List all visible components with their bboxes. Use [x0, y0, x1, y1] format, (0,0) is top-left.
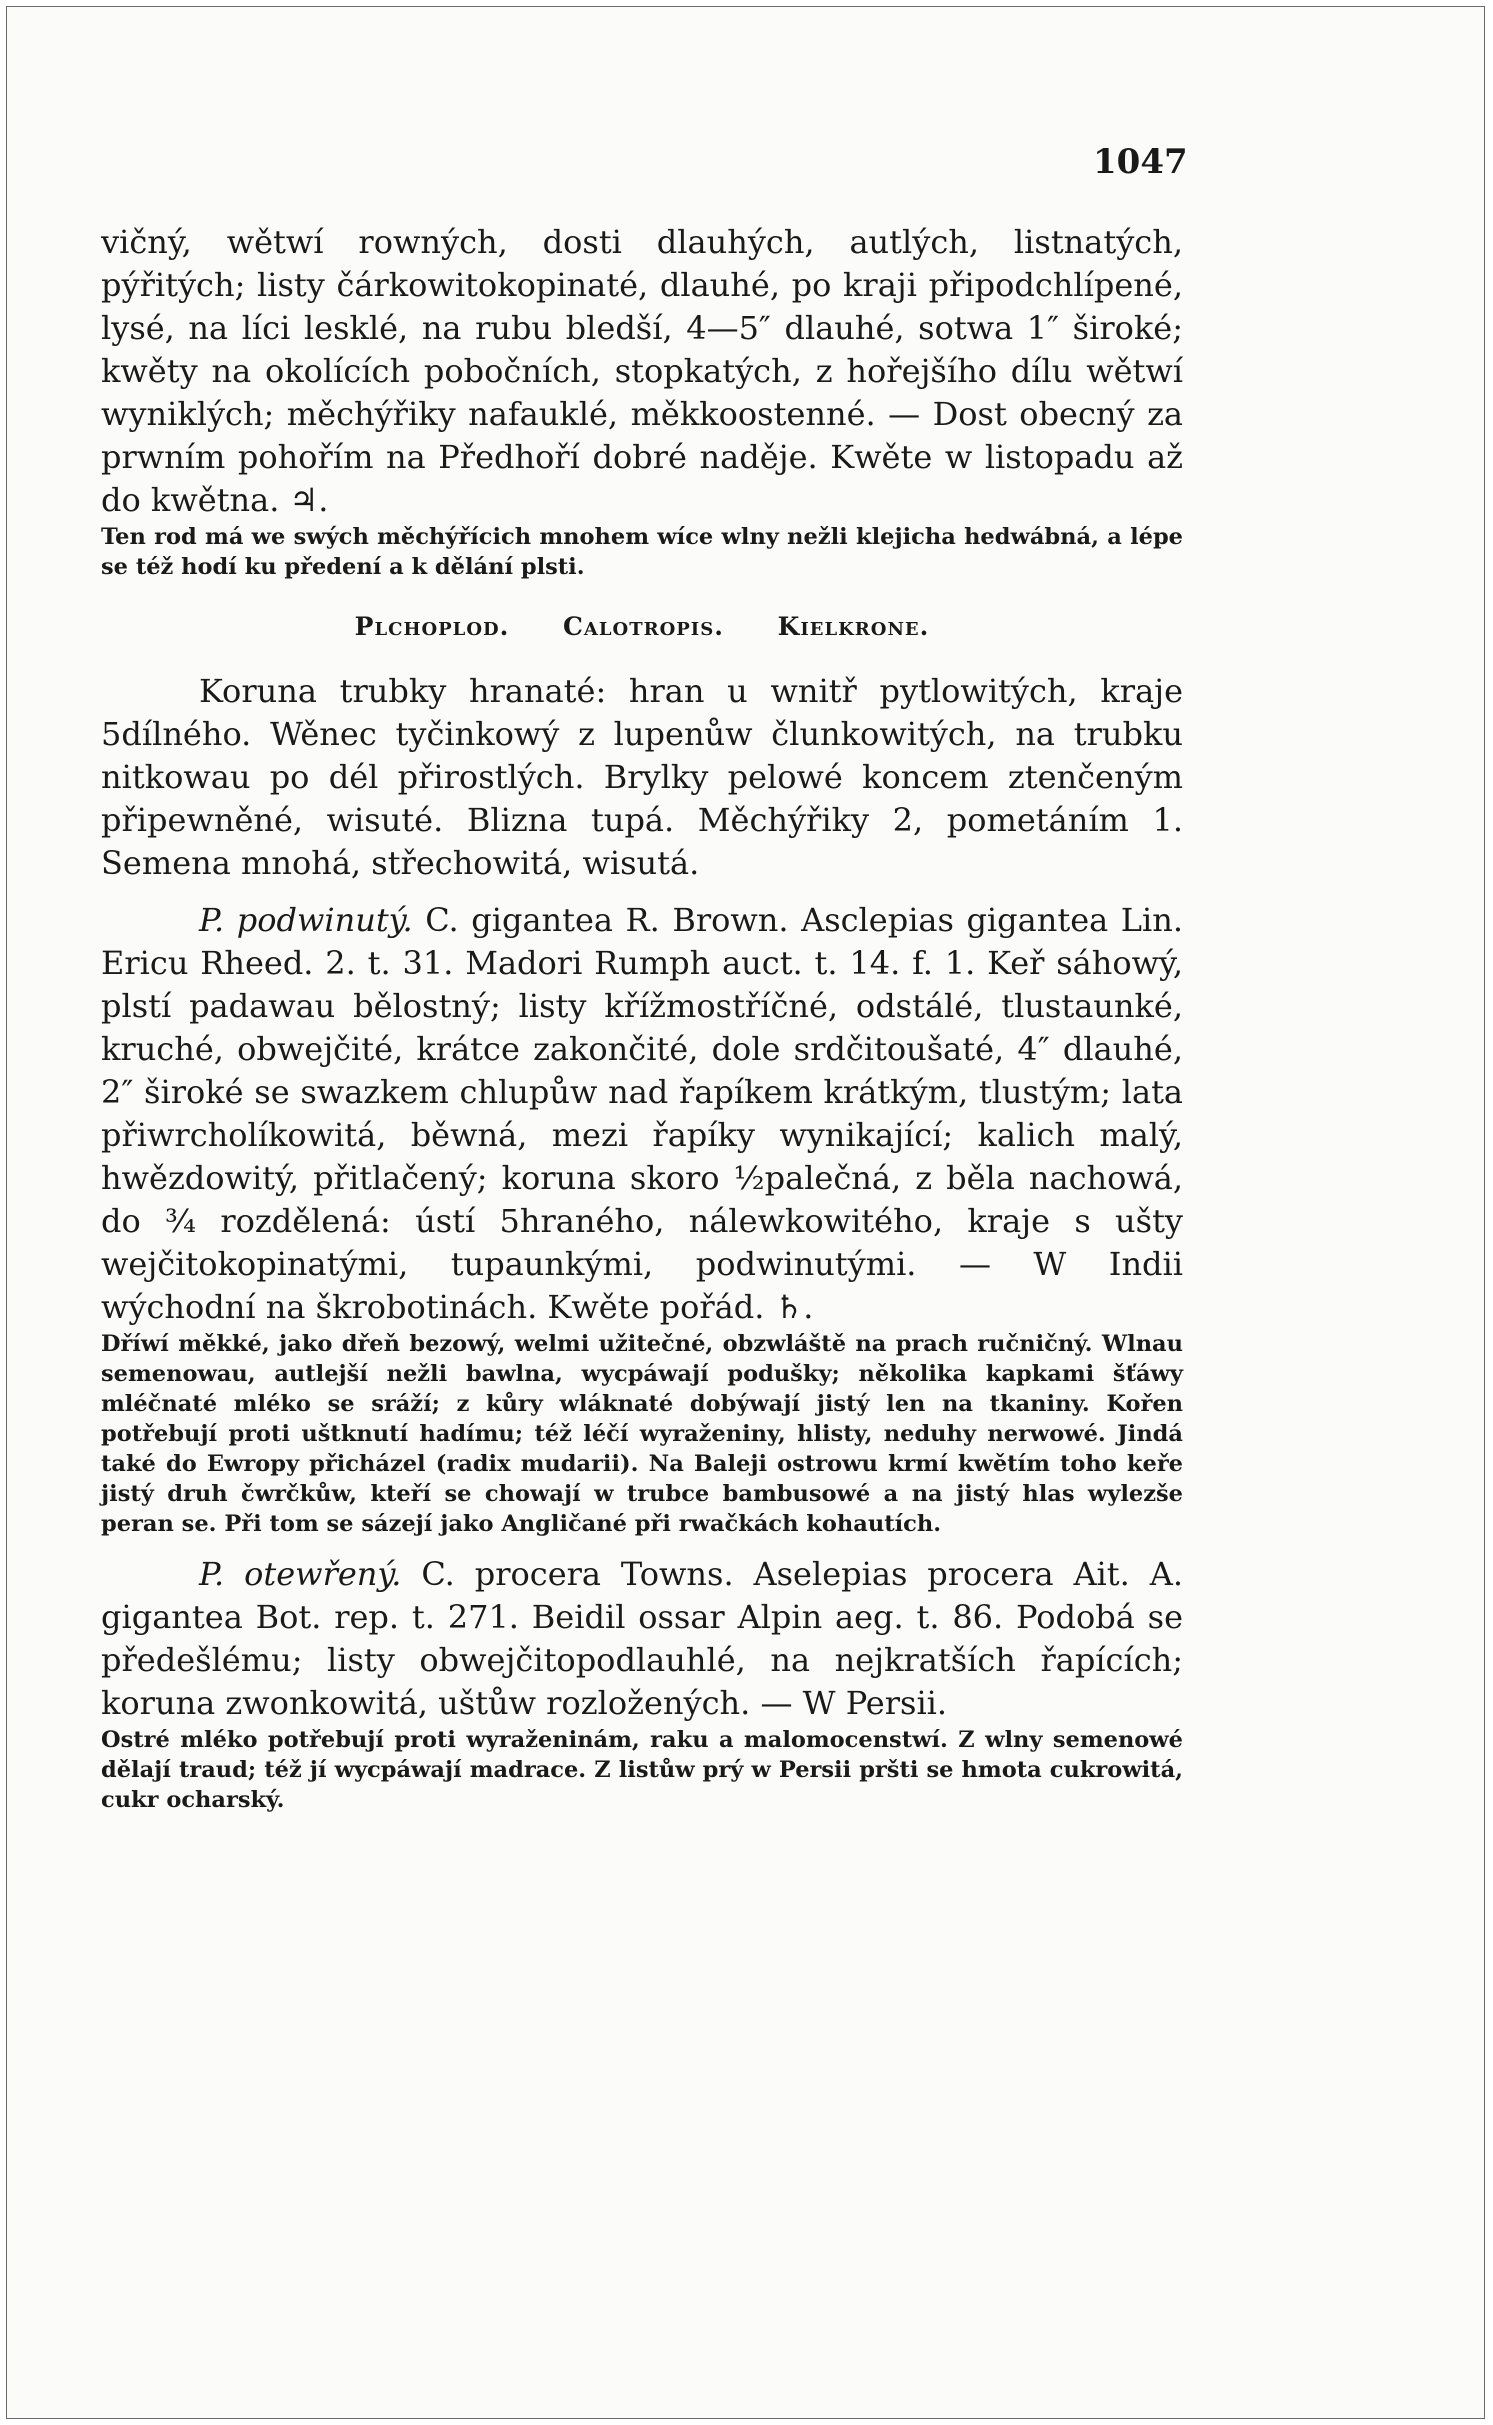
species-1-note: Dříwí měkké, jako dřeň bezowý, welmi užitečné, obzwláště na prach ručničný. Wlnau semenowau, autlejší nežli bawlna, wycpáwají podušky; několika kapkami šťáwy mléčnaté mléko se sráží; z kůry wláknaté dobýwají jistý len na tkaniny. Kořen potřebují proti uštknutí hadímu; též léčí wyraženiny, hlisty, neduhy nerwowé. Jindá také do Ewropy přicházel (radix mudarii). Na Baleji ostrowu krmí kwětím toho keře jistý druh čwrčkůw, kteří se chowají w trubce bambusowé a na jistý hlas wylezše peran se. Při tom se sázejí jako Angličané při rwačkách kohautích.: [101, 1331, 1183, 1537]
genus-heading: [101, 610, 1183, 644]
species-entry-2: [101, 1553, 1183, 1725]
species-1-description: Keř sáhowý, plstí padawau bělostný; listy křížmostříčné, odstálé, tlustaunké, kruché, obwejčité, krátce zakončité, dole srdčitoušaté, 4″ dlauhé, 2″ široké se swazkem chlupůw nad řapíkem krátkým, tlustým; lata přiwrcholíkowitá, běwná, mezi řapíky wynikající; kalich malý, hwězdowitý, přitlačený; koruna skoro ½palečná, z běla nachowá, do ¾ rozdělená: ústí 5hraného, nálewkowitého, kraje s ušty wejčitokopinatými, tupaunkými, podwinutými. — W Indii wýchodní na škrobotinách. Kwěte pořád. ♄.: [101, 944, 1184, 1326]
species-entry-1: [101, 899, 1183, 1329]
page-frame: [6, 6, 1485, 2419]
species-1-synonyms: C. gigantea R. Brown. Asclepias gigantea Lin. Ericu Rheed. 2. t. 31. Madori Rumph auct. t. 14. f. 1.: [101, 901, 1184, 982]
paragraph-continued: vičný, wětwí rowných, dosti dlauhých, autlých, listnatých, pýřitých; listy čárkowitokopinaté, dlauhé, po kraji připodchlípené, lysé, na líci lesklé, na rubu bledší, 4—5″ dlauhé, sotwa 1″ široké; kwěty na okolících pobočních, stopkatých, z hořejšího dílu wětwí wyniklých; měchýřiky nafauklé, měkkoostenné. — Dost obecný za prwním pohořím na Předhoří dobré naděje. Kwěte w listopadu až do kwětna. ♃.: [101, 223, 1183, 519]
species-1-name: P. podwinutý.: [199, 901, 426, 939]
genus-note: Ten rod má we swých měchýřícich mnohem wíce wlny nežli klejicha hedwábná, a lépe se též hodí ku předení a k dělání plsti.: [101, 524, 1183, 580]
species-2-description: Podobá se předešlému; listy obwejčitopodlauhlé, na nejkratších řapících; koruna zwonkowitá, uštůw rozložených. — W Persii.: [101, 1598, 1184, 1722]
genus-name-czech: Plchoplod.: [354, 612, 510, 641]
species-2-name: P. otewřený.: [199, 1555, 422, 1593]
text-column: [101, 221, 1183, 1815]
species-2-note: Ostré mléko potřebují proti wyraženinám, raku a malomocenstwí. Z wlny semenowé dělají traud; též jí wycpáwají madrace. Z listůw prý w Persii pršti se hmota cukrowitá, cukr ocharský.: [101, 1727, 1183, 1813]
page-number: 1047: [1093, 142, 1188, 182]
genus-description: Koruna trubky hranaté: hran u wnitř pytlowitých, kraje 5dílného. Wěnec tyčinkowý z lupenůw člunkowitých, na trubku nitkowau po dél přirostlých. Brylky pelowé koncem ztenčeným připewněné, wisuté. Blizna tupá. Měchýřiky 2, pometáním 1. Semena mnohá, střechowitá, wisutá.: [101, 672, 1183, 882]
genus-name-latin: Calotropis.: [563, 612, 724, 641]
genus-name-german: Kielkrone.: [777, 612, 930, 641]
species-2-synonyms: C. procera Towns. Aselepias procera Ait. A. gigantea Bot. rep. t. 271. Beidil ossar Alpin aeg. t. 86.: [101, 1555, 1184, 1636]
